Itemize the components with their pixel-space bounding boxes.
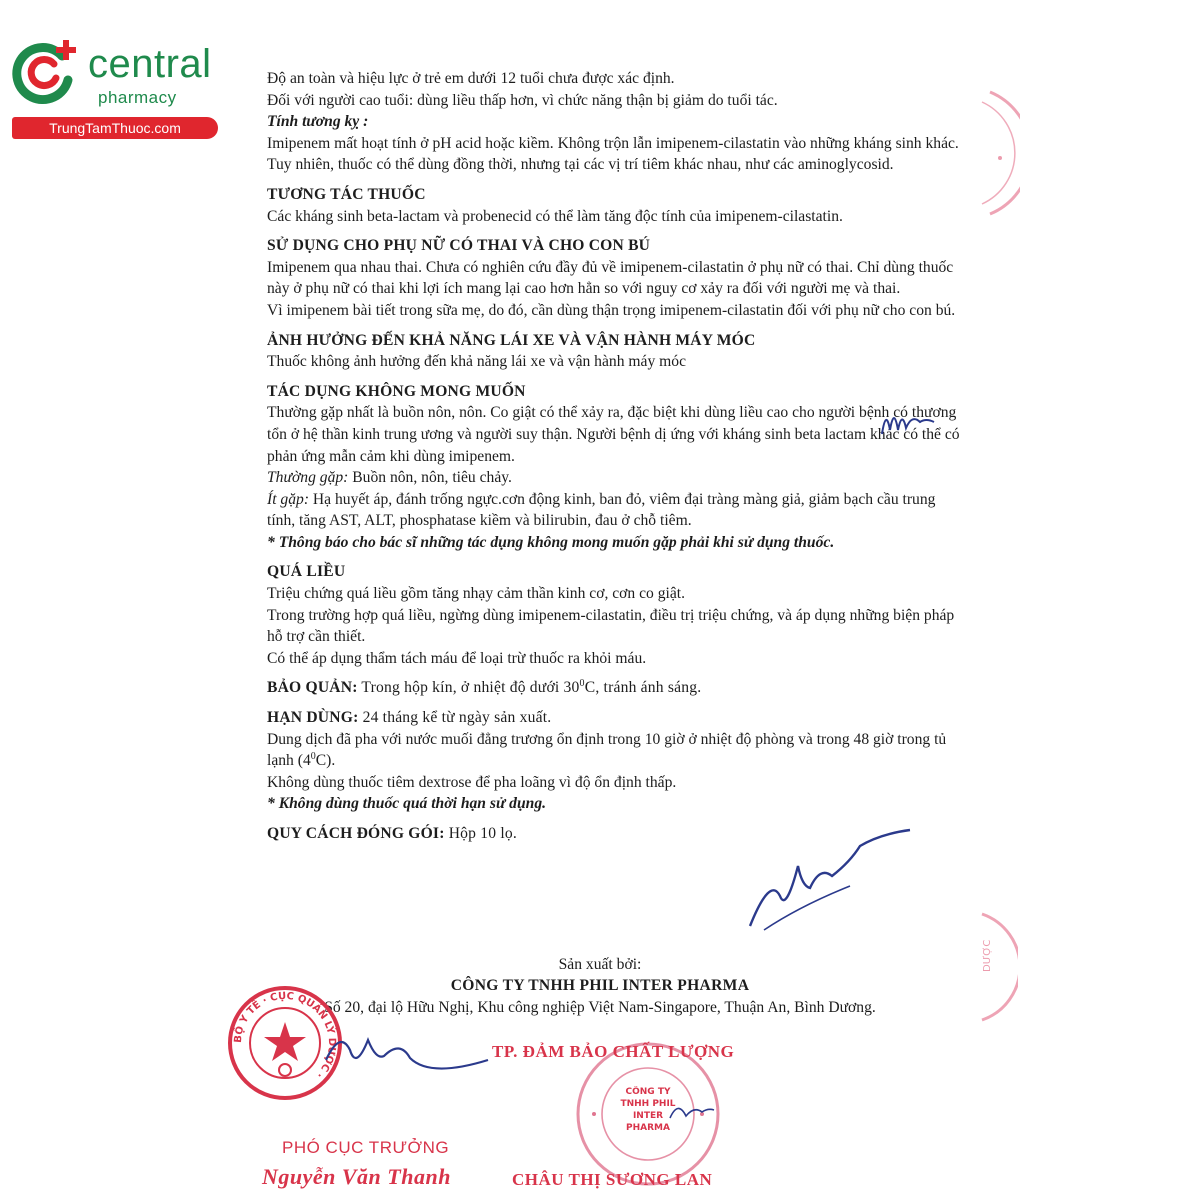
- overdose-dialysis-text: Có thể áp dụng thẩm tách máu để loại trừ thuốc ra khỏi máu.: [267, 649, 647, 667]
- manufacturer-name: CÔNG TY TNHH PHIL INTER PHARMA: [450, 977, 750, 994]
- compatibility-title: Tính tương kỵ :: [267, 113, 369, 131]
- storage-text-end: C, tránh ánh sáng.: [584, 679, 702, 697]
- storage-label: BẢO QUẢN:: [267, 679, 358, 697]
- manufacturer-address: Số 20, đại lộ Hữu Nghị, Khu công nghiệp Việt Nam-Singapore, Thuận An, Bình Dương.: [324, 999, 876, 1016]
- side-effects-text: Thường gặp nhất là buồn nôn, nôn. Co giật có thể xảy ra, đặc biệt khi dùng liều cao cho người bệnh có thương tổn ở hệ thần kinh trung ương và người suy thận. Người bệnh dị ứng với kháng sinh beta lactam khác có thể có phản ứng mẫn cảm khi dùng imipenem.: [267, 404, 960, 465]
- solution-stability-end: C).: [315, 752, 336, 770]
- packaging-text: Hộp 10 lọ.: [444, 825, 517, 842]
- breastfeeding-text: Vì imipenem bài tiết trong sữa mẹ, do đó, cần dùng thận trọng imipenem-cilastatin đối với phụ nữ cho con bú.: [267, 301, 956, 319]
- common-effects-label: Thường gặp:: [267, 469, 349, 487]
- degree-superscript-2: 0: [310, 751, 316, 763]
- approval-signature: [740, 826, 920, 936]
- storage-line: [267, 677, 960, 699]
- side-effects-notice: * Thông báo cho bác sĩ những tác dụng không mong muốn gặp phải khi sử dụng thuốc.: [267, 533, 835, 551]
- initials-signature: [876, 400, 940, 440]
- children-safety-text: Độ an toàn và hiệu lực ở trẻ em dưới 12 tuổi chưa được xác định.: [267, 70, 675, 87]
- rare-effects-line: [267, 489, 960, 532]
- interaction-heading: TƯƠNG TÁC THUỐC: [267, 185, 426, 203]
- overdose-treatment-text: Trong trường hợp quá liều, ngừng dùng imipenem-cilastatin, điều trị triệu chứng, và áp dụng những biện pháp hỗ trợ cần thiết.: [267, 606, 955, 646]
- logo-site-banner: TrungTamThuoc.com: [12, 117, 218, 139]
- company-seal-center-text: CÔNG TY TNHH PHIL INTER PHARMA: [620, 1087, 676, 1133]
- packaging-label: QUY CÁCH ĐÓNG GÓI:: [267, 825, 445, 842]
- central-pharmacy-logo: [8, 34, 218, 144]
- leaflet-body: [267, 68, 960, 845]
- logo-subtitle: pharmacy: [98, 88, 177, 107]
- overdose-heading: QUÁ LIỀU: [267, 563, 346, 581]
- expiry-text: 24 tháng kể từ ngày sản xuất.: [358, 709, 552, 727]
- logo-name: central: [88, 42, 212, 86]
- storage-text: Trong hộp kín, ở nhiệt độ dưới 30: [357, 679, 580, 697]
- pharmacy-cross-icon: [8, 34, 80, 106]
- common-effects-line: [267, 467, 960, 489]
- pregnancy-text: Imipenem qua nhau thai. Chưa có nghiên cứu đầy đủ về imipenem-cilastatin ở phụ nữ có thai. Chỉ dùng thuốc này ở phụ nữ có thai khi lợi ích mang lại cao hơn hẳn so với nguy cơ xảy ra đối với người mẹ và thai.: [267, 258, 954, 298]
- seal-signature: [666, 1098, 716, 1124]
- degree-superscript: 0: [579, 678, 585, 690]
- solution-stability-main: Dung dịch đã pha với nước muối đẳng trương ổn định trong 10 giờ ở nhiệt độ phòng và trong 48 giờ trong tủ lạnh (4: [267, 730, 947, 770]
- side-effects-heading: TÁC DỤNG KHÔNG MONG MUỐN: [267, 382, 526, 400]
- driving-text: Thuốc không ảnh hưởng đến khả năng lái xe và vận hành máy móc: [267, 353, 686, 371]
- right-edge-seal-fragment: [968, 912, 1018, 1022]
- driving-heading: ẢNH HƯỞNG ĐẾN KHẢ NĂNG LÁI XE VÀ VẬN HÀNH MÁY MÓC: [267, 331, 756, 349]
- expiry-line: [267, 707, 960, 729]
- solution-stability-text: [267, 729, 960, 772]
- deputy-director-name: Nguyễn Văn Thanh: [262, 1164, 451, 1189]
- dextrose-warning-text: Không dùng thuốc tiêm dextrose để pha loãng vì độ ổn định thấp.: [267, 773, 677, 791]
- rare-effects-text: Hạ huyết áp, đánh trống ngực.cơn động kinh, ban đỏ, viêm đại tràng màng giả, giảm bạch cầu trung tính, tăng AST, ALT, phosphatase kiềm và bilirubin, đau ở chỗ tiêm.: [267, 490, 936, 530]
- elderly-text: Đối với người cao tuổi: dùng liều thấp hơn, vì chức năng thận bị giảm do tuổi tác.: [267, 91, 778, 109]
- manufacturer-by: Sản xuất bởi:: [558, 956, 642, 973]
- qa-manager-name: CHÂU THỊ SƯƠNG LAN: [512, 1170, 713, 1189]
- rare-effects-label: Ít gặp:: [267, 490, 310, 508]
- pregnancy-heading: SỬ DỤNG CHO PHỤ NỮ CÓ THAI VÀ CHO CON BÚ: [267, 237, 651, 255]
- qa-department-title: TP. ĐẢM BẢO CHẤT LƯỢNG: [492, 1042, 735, 1061]
- side-seal-text: DƯỢC: [982, 939, 993, 972]
- expiry-notice: * Không dùng thuốc quá thời hạn sử dụng.: [267, 795, 547, 813]
- common-effects-text: Buồn nôn, nôn, tiêu chảy.: [348, 469, 512, 487]
- compatibility-text: Imipenem mất hoạt tính ở pH acid hoặc kiềm. Không trộn lẫn imipenem-cilastatin vào những kháng sinh khác. Tuy nhiên, thuốc có thể dùng đồng thời, nhưng tại các vị trí tiêm khác nhau, như các aminoglycosid.: [267, 134, 959, 174]
- ministry-seal-ring-text: BỘ Y TẾ · CỤC QUẢN LÝ DƯỢC ·: [232, 990, 338, 1080]
- top-right-seal-fragment: [960, 88, 1020, 218]
- interaction-text: Các kháng sinh beta-lactam và probenecid có thể làm tăng độc tính của imipenem-cilastatin.: [267, 207, 843, 225]
- deputy-director-title: PHÓ CỤC TRƯỞNG: [282, 1138, 450, 1157]
- expiry-label: HẠN DÙNG:: [267, 709, 359, 727]
- deputy-signature: [320, 1020, 490, 1090]
- overdose-symptoms-text: Triệu chứng quá liều gồm tăng nhạy cảm thần kinh cơ, cơn co giật.: [267, 585, 686, 603]
